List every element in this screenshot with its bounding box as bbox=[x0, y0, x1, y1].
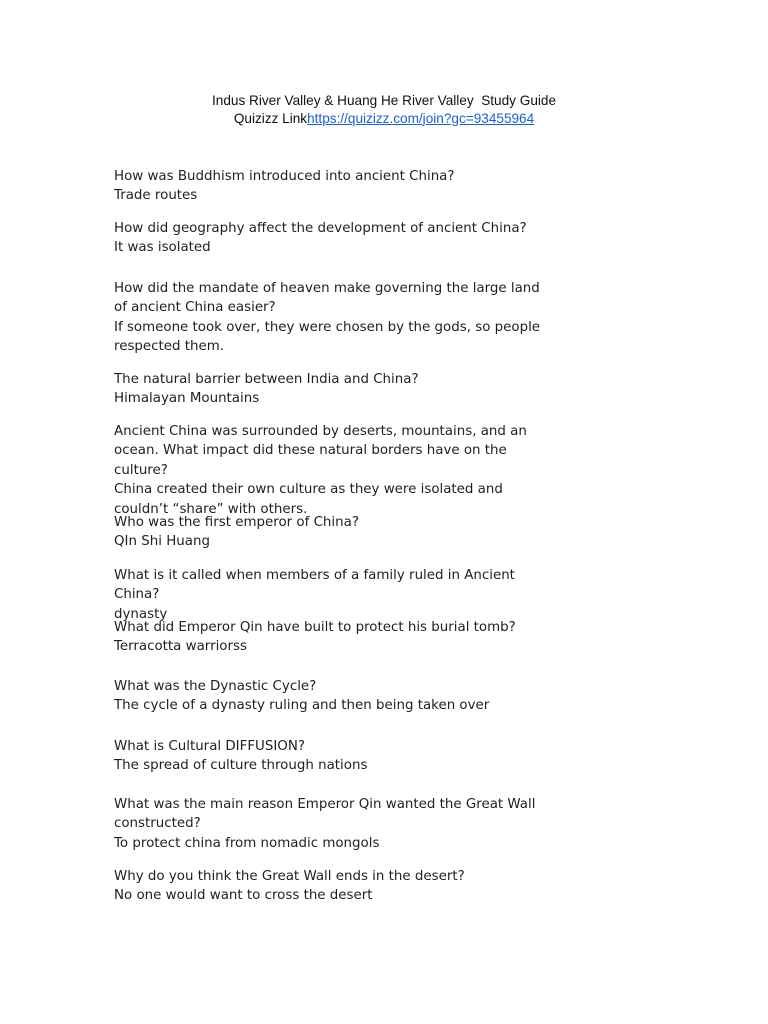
qa-item-buddhism bbox=[114, 167, 554, 206]
document-header bbox=[0, 92, 768, 127]
question-text: How did geography affect the development of ancient China? bbox=[114, 221, 527, 236]
question-text: What is it called when members of a family ruled in Ancient China? bbox=[114, 568, 515, 603]
answer-text: dynasty bbox=[114, 606, 168, 622]
answer-text: The spread of culture through nations bbox=[114, 758, 368, 774]
answer-text: QIn Shi Huang bbox=[114, 534, 210, 550]
qa-item-natural-barrier bbox=[114, 370, 554, 409]
question-text: How was Buddhism introduced into ancient China? bbox=[114, 169, 455, 184]
answer-text: To protect china from nomadic mongols bbox=[114, 835, 380, 851]
answer-text: The cycle of a dynasty ruling and then being taken over bbox=[114, 698, 490, 714]
qa-item-geography bbox=[114, 219, 554, 258]
qa-item-great-wall-reason bbox=[114, 795, 554, 853]
question-text: How did the mandate of heaven make governing the large land of ancient China easier? bbox=[114, 281, 540, 316]
answer-text: Trade routes bbox=[114, 188, 198, 204]
qa-item-great-wall-desert bbox=[114, 867, 554, 906]
question-text: What was the main reason Emperor Qin wanted the Great Wall constructed? bbox=[114, 797, 536, 832]
answer-text: Himalayan Mountains bbox=[114, 391, 260, 407]
answer-text: No one would want to cross the desert bbox=[114, 888, 373, 904]
quizizz-link[interactable]: https://quizizz.com/join?gc=93455964 bbox=[307, 110, 535, 126]
question-text: What did Emperor Qin have built to protect his burial tomb? bbox=[114, 620, 516, 635]
qa-item-cultural-diffusion bbox=[114, 737, 554, 776]
qa-item-natural-borders bbox=[114, 422, 554, 519]
document-title: Indus River Valley & Huang He River Valley Study Guide bbox=[211, 93, 557, 108]
question-text: What is Cultural DIFFUSION? bbox=[114, 739, 305, 754]
qa-item-dynastic-cycle bbox=[114, 677, 554, 716]
qa-item-mandate-of-heaven bbox=[114, 279, 554, 357]
quizizz-line bbox=[0, 110, 768, 128]
question-text: Who was the first emperor of China? bbox=[114, 515, 359, 530]
question-text: Why do you think the Great Wall ends in the desert? bbox=[114, 869, 465, 884]
quizizz-link-label: Quizizz Link bbox=[233, 110, 308, 126]
question-text: The natural barrier between India and China? bbox=[114, 372, 419, 387]
answer-text: It was isolated bbox=[114, 240, 211, 256]
answer-text: If someone took over, they were chosen by the gods, so people respected them. bbox=[114, 319, 541, 355]
qa-item-dynasty bbox=[114, 566, 554, 624]
answer-text: Terracotta warriorss bbox=[114, 639, 247, 655]
question-text: What was the Dynastic Cycle? bbox=[114, 679, 317, 694]
answer-text: China created their own culture as they were isolated and couldn’t “share” with others. bbox=[114, 482, 503, 517]
qa-item-burial-tomb bbox=[114, 618, 554, 657]
qa-item-first-emperor bbox=[114, 513, 554, 552]
question-text: Ancient China was surrounded by deserts, mountains, and an ocean. What impact did these natural borders have on the culture? bbox=[114, 424, 527, 478]
